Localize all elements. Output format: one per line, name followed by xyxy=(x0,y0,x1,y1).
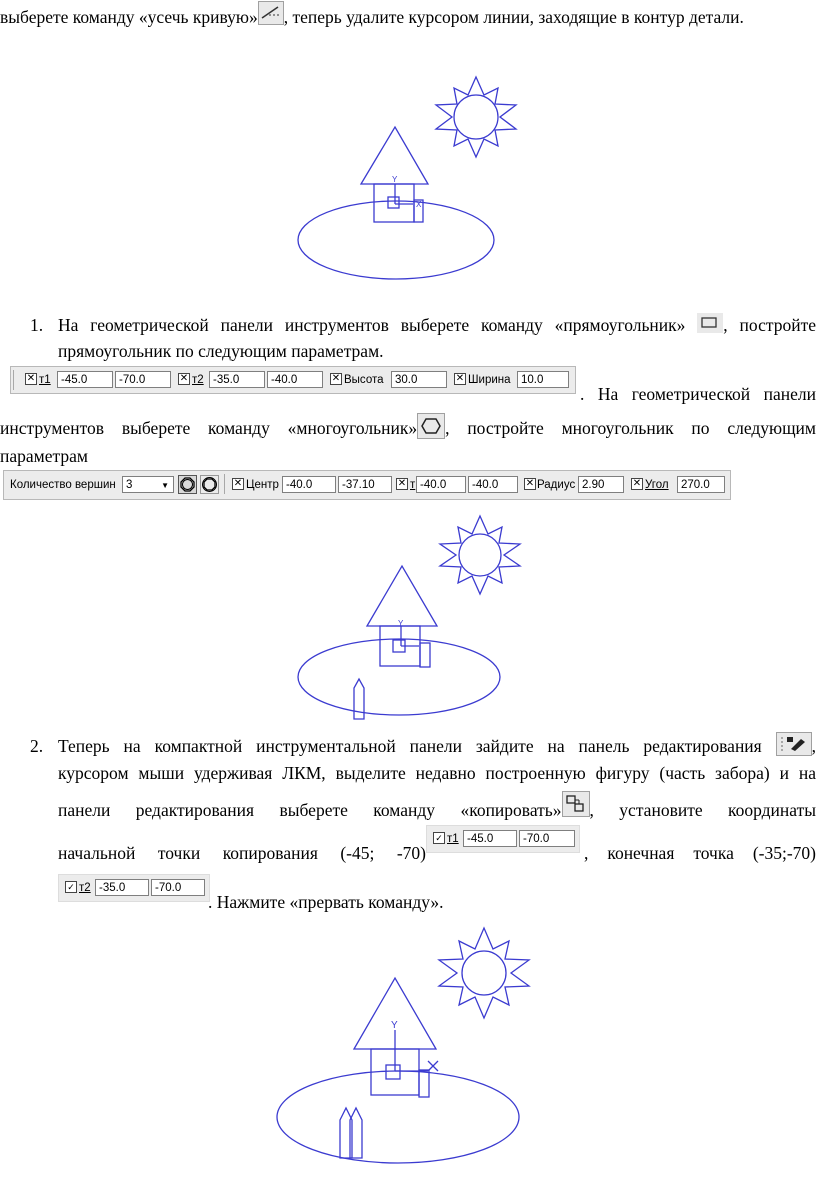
t1-y-field[interactable]: -70.0 xyxy=(115,371,171,388)
center-y-field[interactable]: -37.10 xyxy=(338,476,392,493)
intro-text-before: выберете команду «усечь кривую» xyxy=(0,7,258,27)
height-label: Высота xyxy=(344,374,384,386)
height-lock-checkbox[interactable]: ✕ xyxy=(331,373,341,384)
inscribed-polygon-button[interactable] xyxy=(178,475,197,494)
step2-number: 2. xyxy=(30,736,44,756)
step1-number: 1. xyxy=(30,315,44,335)
x-axis-label-1: X xyxy=(416,200,422,209)
y-axis-label-1: Y xyxy=(392,175,398,184)
t2-lock-checkbox[interactable]: ✕ xyxy=(179,373,189,384)
step1-after-toolbar: . На геометрической панели xyxy=(580,384,816,404)
angle-label: Угол xyxy=(645,479,669,491)
center-x-field[interactable]: -40.0 xyxy=(282,476,336,493)
copy-t1-x-field[interactable]: -45.0 xyxy=(463,830,517,847)
t1-lock-checkbox[interactable]: ✕ xyxy=(26,373,36,384)
drawing-house-3 xyxy=(0,920,816,1190)
t1-x-field[interactable]: -45.0 xyxy=(57,371,113,388)
y-axis-label-3: Y xyxy=(391,1020,398,1031)
step1-line2: прямоугольник по следующим параметрам. xyxy=(58,341,384,361)
t-x-field[interactable]: -40.0 xyxy=(416,476,466,493)
intro-text-after: , теперь удалите курсором линии, заходящие в контур детали. xyxy=(283,7,744,27)
step2-line4-a: начальной точки копирования (-45; -70) xyxy=(58,843,426,863)
step2-line4-b: , конечная точка (-35;-70) xyxy=(584,843,816,863)
center-lock-checkbox[interactable]: ✕ xyxy=(233,478,243,489)
step2-text xyxy=(58,733,816,786)
step1-line1: На геометрической панели инструментов выберете команду «прямоугольник» , постройте xyxy=(58,312,816,338)
rectangle-toolbar xyxy=(10,366,576,394)
width-lock-checkbox[interactable]: ✕ xyxy=(455,373,465,384)
step2-line1: Теперь на компактной инструментальной панели зайдите на панель редактирования , xyxy=(58,733,816,760)
toolbar-separator xyxy=(13,370,14,390)
step2-line3-wrap xyxy=(58,797,816,825)
step2-line3: панели редактирования выберете команду «копировать» , установите координаты xyxy=(58,797,816,825)
step1-continued xyxy=(0,415,816,469)
radius-field[interactable]: 2.90 xyxy=(578,476,624,493)
polygon-toolbar xyxy=(3,470,731,500)
radius-label: Радиус xyxy=(537,479,576,491)
t1-check-checkbox[interactable]: ✓ xyxy=(433,832,445,844)
center-label: Центр xyxy=(246,479,279,491)
t2-y-field[interactable]: -40.0 xyxy=(267,371,323,388)
edit-panel-icon[interactable] xyxy=(776,732,812,756)
house-2 xyxy=(298,566,500,719)
t1-label: т1 xyxy=(39,374,51,386)
copy-t1-y-field[interactable]: -70.0 xyxy=(519,830,575,847)
polygon-icon[interactable] xyxy=(417,413,445,439)
copy-t2-label: т2 xyxy=(79,882,91,894)
t2-x-field[interactable]: -35.0 xyxy=(209,371,265,388)
vertices-label: Количество вершин xyxy=(10,479,116,491)
sun-1 xyxy=(436,77,516,157)
vertices-dropdown[interactable]: 3 ▼ xyxy=(122,476,174,493)
t2-check-checkbox[interactable]: ✓ xyxy=(65,881,77,893)
rectangle-icon[interactable] xyxy=(697,313,723,333)
height-field[interactable]: 30.0 xyxy=(391,371,447,388)
t2-label: т2 xyxy=(192,374,204,386)
t-label: т xyxy=(410,479,416,491)
step2-line5: . Нажмите «прервать команду». xyxy=(208,892,444,912)
chevron-down-icon: ▼ xyxy=(161,481,169,490)
copy-end-toolbar xyxy=(58,874,210,902)
step1-text xyxy=(58,312,816,364)
radius-lock-checkbox[interactable]: ✕ xyxy=(525,478,535,489)
copy-t1-label: т1 xyxy=(447,833,459,845)
step1-line5: параметрам xyxy=(0,445,88,466)
drawing-house-1 xyxy=(0,0,816,300)
copy-t2-x-field[interactable]: -35.0 xyxy=(95,879,149,896)
step2-line2: курсором мыши удерживая ЛКМ, выделите недавно построенную фигуру (часть забора) и на xyxy=(58,762,816,783)
toolbar-separator xyxy=(224,474,225,494)
angle-lock-checkbox[interactable]: ✕ xyxy=(632,478,642,489)
drawing-house-2 xyxy=(0,500,816,740)
angle-field[interactable]: 270.0 xyxy=(677,476,725,493)
t-lock-checkbox[interactable]: ✕ xyxy=(397,478,407,489)
width-field[interactable]: 10.0 xyxy=(517,371,569,388)
copy-icon[interactable] xyxy=(562,791,590,817)
copy-start-toolbar xyxy=(426,825,580,853)
house-1 xyxy=(298,127,494,279)
house-3 xyxy=(277,978,519,1163)
step1-line4: инструментов выберете команду «многоугольник» , постройте многоугольник по следующим xyxy=(0,415,816,443)
y-axis-label-2: Y xyxy=(398,619,404,628)
sun-3 xyxy=(439,928,529,1018)
t-y-field[interactable]: -40.0 xyxy=(468,476,518,493)
sun-2 xyxy=(440,516,520,594)
circumscribed-polygon-button[interactable] xyxy=(200,475,219,494)
copy-t2-y-field[interactable]: -70.0 xyxy=(151,879,205,896)
width-label: Ширина xyxy=(468,374,511,386)
